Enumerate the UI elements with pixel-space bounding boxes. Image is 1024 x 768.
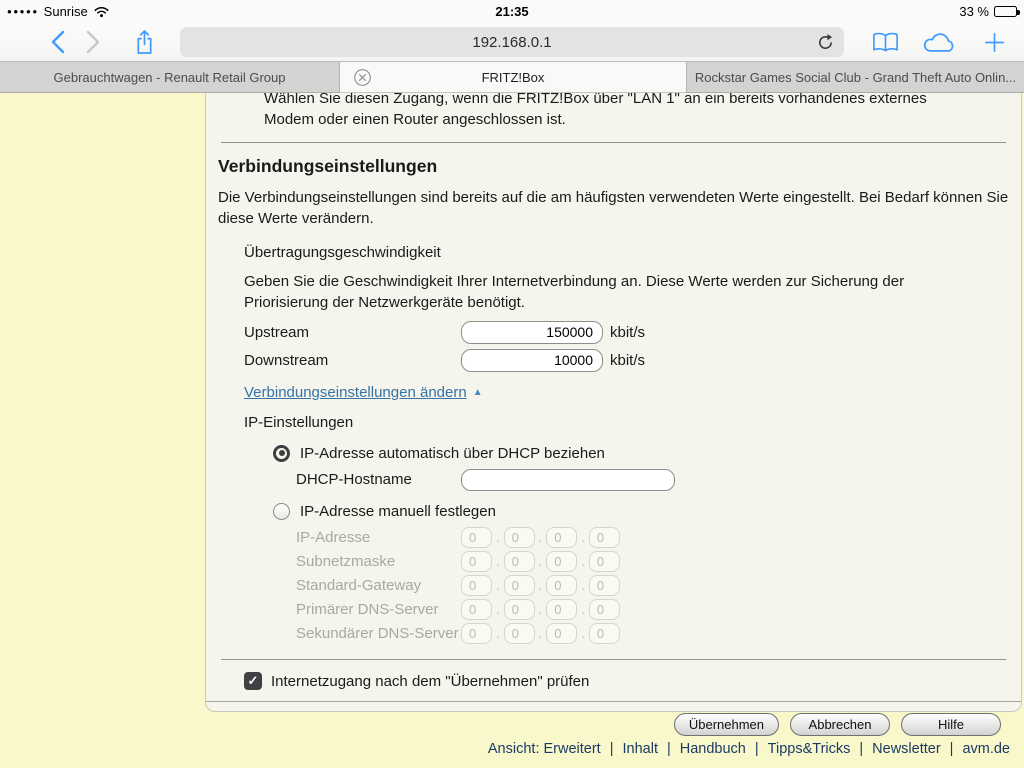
icloud-tabs-icon[interactable] (920, 22, 960, 62)
carrier-label: Sunrise (43, 3, 88, 19)
ip-octet-input (504, 551, 535, 572)
forward-button[interactable] (80, 22, 106, 62)
ip-octet-input (461, 599, 492, 620)
octet-separator: . (496, 529, 500, 545)
octet-separator: . (538, 601, 543, 617)
ip-address-label: IP-Adresse (296, 528, 371, 546)
reload-icon[interactable] (816, 33, 835, 52)
tab-gebrauchtwagen[interactable] (0, 62, 340, 93)
apply-button[interactable]: Übernehmen (674, 713, 779, 736)
ip-octet-input (461, 623, 492, 644)
address-bar[interactable] (180, 27, 844, 57)
speed-title: Übertragungsgeschwindigkeit (244, 244, 441, 261)
bookmarks-icon[interactable] (868, 22, 902, 62)
octet-separator: . (538, 625, 543, 641)
upstream-unit: kbit/s (610, 323, 646, 341)
octet-separator: . (496, 601, 500, 617)
octet-separator: . (496, 625, 500, 641)
downstream-label: Downstream (244, 351, 329, 369)
share-icon[interactable] (131, 22, 157, 62)
ip-octet-input (504, 527, 535, 548)
footer-link-avm[interactable]: avm.de (962, 741, 1010, 757)
subnet-mask-label: Subnetzmaske (296, 552, 396, 570)
help-button[interactable]: Hilfe (901, 713, 1001, 736)
footer-separator: | (666, 741, 671, 757)
footer-link-tipps-tricks[interactable]: Tipps&Tricks (767, 741, 851, 757)
upstream-label: Upstream (244, 323, 310, 341)
tab-label: Gebrauchtwagen - Renault Retail Group (53, 69, 286, 85)
footer-separator: | (754, 741, 759, 757)
button-bar (206, 713, 1021, 736)
footer-link-ansicht-erweitert[interactable]: Ansicht: Erweitert (487, 741, 601, 757)
tab-label: Rockstar Games Social Club - Grand Theft Auto Onlin... (694, 69, 1017, 85)
check-divider (221, 659, 1006, 660)
secondary-dns-label: Sekundärer DNS-Server (296, 624, 459, 642)
collapse-triangle-icon[interactable]: ▲ (472, 387, 483, 398)
footer-link-inhalt[interactable]: Inhalt (622, 741, 658, 757)
footer-separator: | (949, 741, 954, 757)
cancel-button[interactable]: Abbrechen (790, 713, 890, 736)
octet-separator: . (581, 553, 585, 569)
ip-settings-title: IP-Einstellungen (244, 414, 354, 431)
cell-signal-icon: ●●●●● (7, 7, 39, 16)
button-bar-divider (206, 701, 1021, 702)
footer-separator: | (609, 741, 614, 757)
clock: 21:35 (495, 3, 529, 19)
browser-toolbar (0, 22, 1024, 62)
downstream-unit: kbit/s (610, 351, 646, 369)
settings-card (205, 93, 1022, 732)
footer-link-newsletter[interactable]: Newsletter (872, 741, 941, 757)
page-viewport (0, 93, 1024, 768)
change-connection-settings-link[interactable]: Verbindungseinstellungen ändern (244, 384, 467, 401)
ip-octet-input (589, 551, 620, 572)
ip-octet-input (546, 623, 577, 644)
tab-label: FRITZ!Box (481, 69, 545, 85)
ip-octet-input (461, 527, 492, 548)
back-button[interactable] (45, 22, 71, 62)
downstream-input[interactable] (461, 349, 603, 372)
ip-octet-input (504, 599, 535, 620)
section-title: Verbindungseinstellungen (218, 156, 438, 176)
octet-separator: . (581, 577, 585, 593)
primary-dns-label: Primärer DNS-Server (296, 600, 439, 618)
check-internet-label: Internetzugang nach dem "Übernehmen" prüfen (271, 672, 590, 690)
ip-octet-input (546, 599, 577, 620)
radio-manual-label: IP-Adresse manuell festlegen (300, 502, 496, 520)
ip-octet-input (546, 575, 577, 596)
tab-bar (0, 62, 1024, 93)
access-type-description: Wählen Sie diesen Zugang, wenn die FRITZ!Box über "LAN 1" an ein bereits vorhandenes externes Modem oder einen Router angeschlossen ist. (264, 93, 927, 128)
ip-octet-input (504, 575, 535, 596)
check-internet-checkbox[interactable]: ✓ (244, 672, 262, 690)
ip-octet-input (504, 623, 535, 644)
page-footer (488, 741, 1010, 757)
radio-dhcp[interactable] (273, 445, 290, 462)
octet-separator: . (581, 625, 585, 641)
tab-rockstar[interactable] (686, 62, 1024, 93)
ip-octet-input (589, 599, 620, 620)
gateway-label: Standard-Gateway (296, 576, 422, 594)
dhcp-hostname-input[interactable] (461, 469, 675, 491)
section-description: Die Verbindungseinstellungen sind bereits auf die am häufigsten verwendeten Werte eingestellt. Bei Bedarf können Sie diese Werte verändern. (218, 189, 1009, 227)
ip-octet-input (589, 527, 620, 548)
status-bar (0, 0, 1024, 22)
url-text: 192.168.0.1 (472, 33, 552, 51)
dhcp-hostname-label: DHCP-Hostname (296, 471, 412, 488)
close-tab-icon[interactable] (353, 68, 372, 87)
ip-octet-input (546, 551, 577, 572)
octet-separator: . (496, 577, 500, 593)
footer-link-handbuch[interactable]: Handbuch (679, 741, 746, 757)
octet-separator: . (581, 529, 585, 545)
upstream-input[interactable] (461, 321, 603, 344)
ip-octet-input (589, 575, 620, 596)
octet-separator: . (496, 553, 500, 569)
battery-icon (994, 6, 1017, 17)
tab-fritzbox-active[interactable] (340, 62, 686, 93)
radio-manual[interactable] (273, 503, 290, 520)
ip-octet-input (589, 623, 620, 644)
octet-separator: . (538, 529, 543, 545)
section-divider (221, 142, 1006, 143)
battery-percent: 33 % (959, 3, 989, 19)
footer-separator: | (859, 741, 864, 757)
octet-separator: . (581, 601, 585, 617)
ip-octet-input (461, 575, 492, 596)
octet-separator: . (538, 553, 543, 569)
radio-dhcp-label: IP-Adresse automatisch über DHCP beziehen (300, 444, 605, 462)
new-tab-icon[interactable] (980, 22, 1008, 62)
ip-octet-input (461, 551, 492, 572)
speed-description: Geben Sie die Geschwindigkeit Ihrer Internetverbindung an. Diese Werte werden zur Sicherung der Priorisierung der Netzwerkgeräte benötigt. (244, 273, 905, 311)
octet-separator: . (538, 577, 543, 593)
ip-octet-input (546, 527, 577, 548)
